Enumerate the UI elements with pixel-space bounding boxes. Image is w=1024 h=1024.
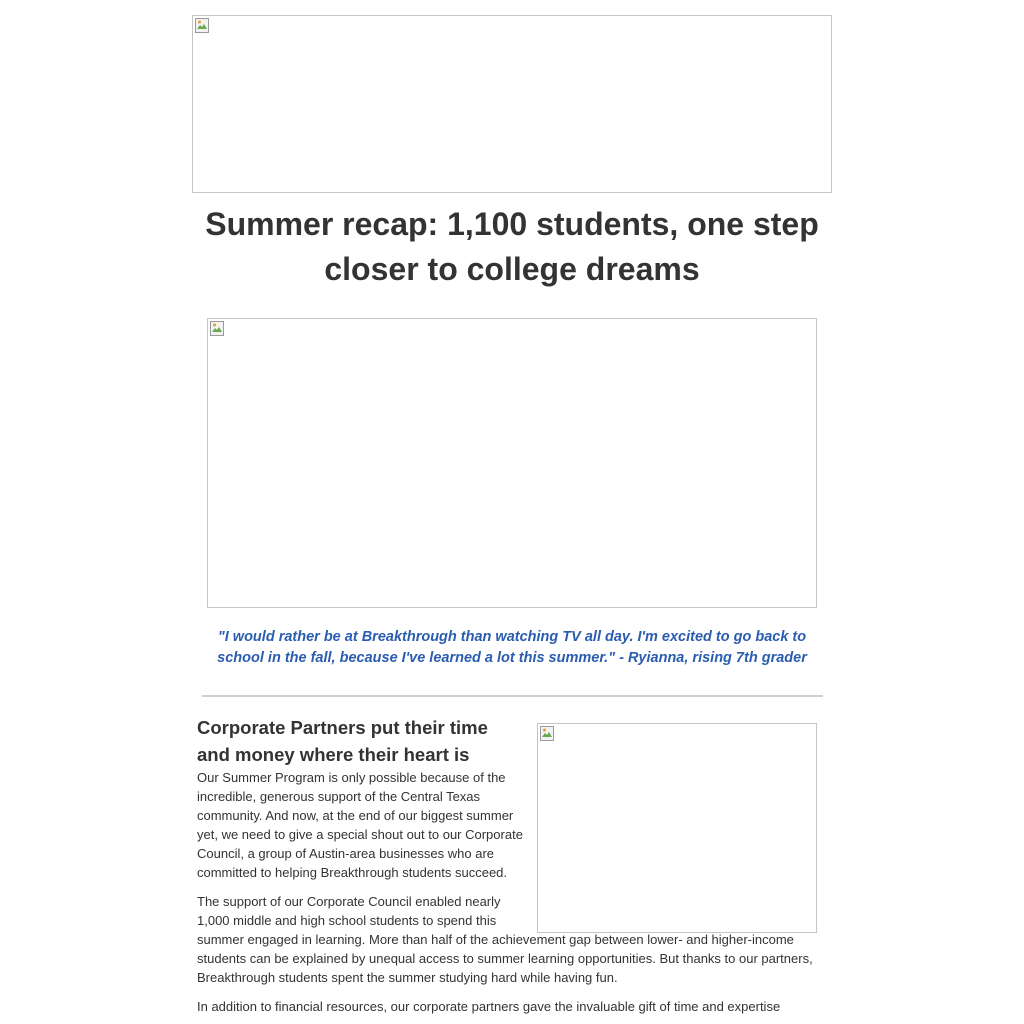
- section-divider: [202, 695, 823, 697]
- page-title: Summer recap: 1,100 students, one step closer to college dreams: [205, 206, 819, 287]
- article-section: [197, 714, 817, 1024]
- header-banner-image: [192, 15, 832, 193]
- student-quote: "I would rather be at Breakthrough than watching TV all day. I'm excited to go back to school in the fall, because I've learned a lot this summer." - Ryianna, rising 7th grader: [217, 629, 807, 666]
- article-paragraph: In addition to financial resources, our corporate partners gave the invaluable gift of time and expertise: [197, 999, 781, 1014]
- article-paragraph: Our Summer Program is only possible because of the incredible, generous support of the Central Texas community. And now, at the end of our biggest summer yet, we need to give a special shout out to our Corporate Council, a group of Austin-area businesses who are committed to helping Breakthrough students succeed.: [197, 770, 523, 880]
- broken-image-icon: [195, 18, 209, 33]
- article-paragraph: The support of our Corporate Council enabled nearly 1,000 middle and high school students to spend this summer engaged in learning. More than half of the achievement gap between lower- and higher-income students can be explained by unequal access to summer learning opportunities. But thanks to our partners, Breakthrough students spent the summer studying hard while having fun.: [197, 894, 813, 985]
- section-title: Corporate Partners put their time and money where their heart is: [197, 717, 488, 765]
- broken-image-icon: [210, 321, 224, 336]
- image-float-spacer: [537, 714, 817, 929]
- hero-image: [207, 318, 817, 608]
